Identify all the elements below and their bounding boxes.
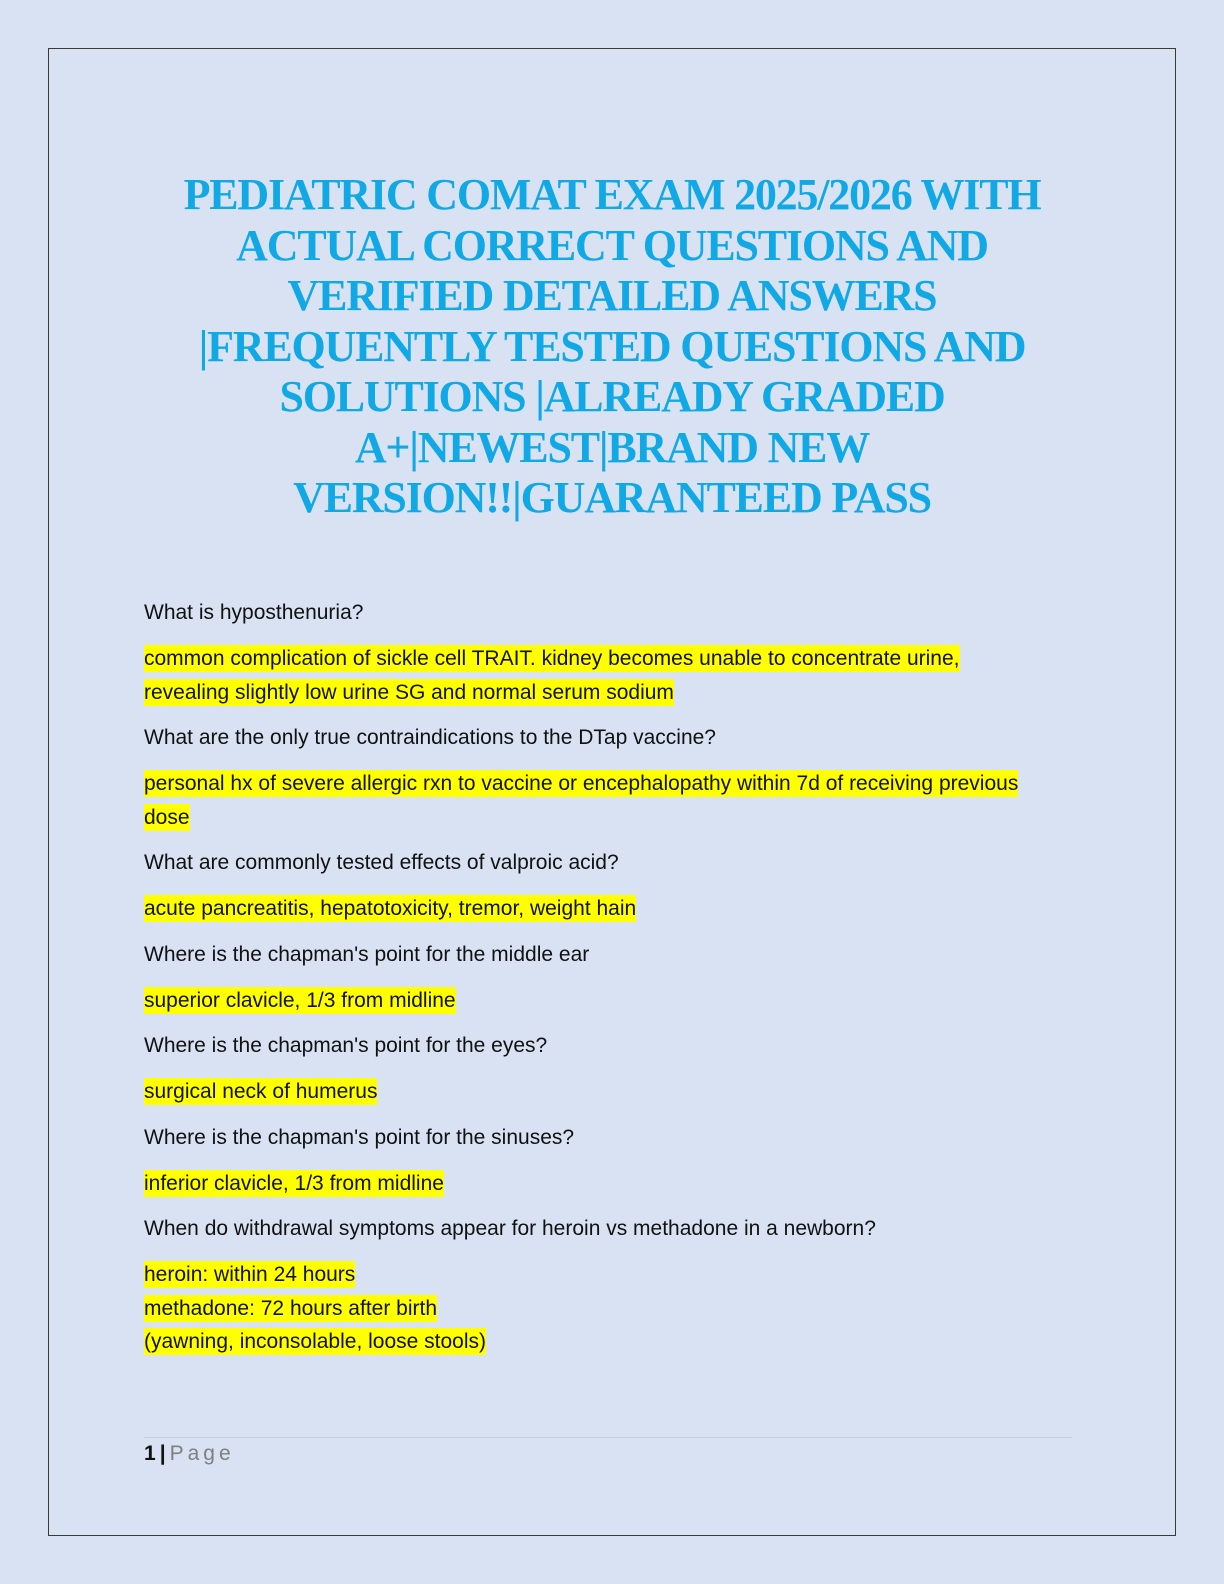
document-title (150, 170, 1074, 524)
title-line: |FREQUENTLY TESTED QUESTIONS AND (198, 321, 1026, 371)
question: What are commonly tested effects of valproic acid? (144, 851, 619, 874)
question: What are the only true contraindications to the DTap vaccine? (144, 726, 716, 749)
answer-line: heroin: within 24 hours (144, 1263, 356, 1286)
question: Where is the chapman's point for the middle ear (144, 942, 590, 966)
answer-line: inferior clavicle, 1/3 from midline (144, 1171, 444, 1195)
title-line: ACTUAL CORRECT QUESTIONS AND (236, 220, 988, 270)
answer-line: acute pancreatitis, hepatotoxicity, tremor, weight hain (144, 897, 637, 920)
answer (144, 767, 1084, 834)
title-line: PEDIATRIC COMAT EXAM 2025/2026 WITH (183, 170, 1041, 219)
footer-divider (144, 1437, 1072, 1438)
answer-line: surgical neck of humerus (144, 1080, 378, 1103)
question: What is hyposthenuria? (144, 601, 364, 624)
page-number: 1 (144, 1442, 156, 1465)
page-footer (144, 1441, 235, 1467)
title-line: SOLUTIONS |ALREADY GRADED (279, 372, 945, 421)
answer-line: superior clavicle, 1/3 from midline (144, 988, 456, 1012)
title-line: A+|NEWEST|BRAND NEW (354, 422, 870, 472)
question: Where is the chapman's point for the eyes? (144, 1034, 548, 1057)
answer-line: common complication of sickle cell TRAIT. kidney becomes unable to concentrate urine, (144, 647, 960, 670)
question: Where is the chapman's point for the sinuses? (144, 1125, 575, 1149)
qa-list (144, 600, 1084, 1375)
answer (144, 1258, 1084, 1359)
answer-line: personal hx of severe allergic rxn to vaccine or encephalopathy within 7d of receiving previous (144, 772, 1019, 795)
answer-line: dose (144, 805, 190, 829)
question: When do withdrawal symptoms appear for heroin vs methadone in a newborn? (144, 1217, 876, 1240)
answer (144, 642, 1084, 709)
title-line: VERIFIED DETAILED ANSWERS (287, 271, 937, 320)
title-line: VERSION!!|GUARANTEED PASS (293, 473, 931, 522)
answer (144, 984, 1084, 1018)
answer-line: methadone: 72 hours after birth (144, 1296, 438, 1320)
answer-line: (yawning, inconsolable, loose stools) (144, 1330, 487, 1353)
answer (144, 1167, 1084, 1201)
answer-line: revealing slightly low urine SG and normal serum sodium (144, 680, 674, 704)
answer (144, 1075, 1084, 1109)
answer (144, 892, 1084, 926)
footer-separator: | (159, 1442, 166, 1465)
page-label: Page (169, 1442, 235, 1465)
